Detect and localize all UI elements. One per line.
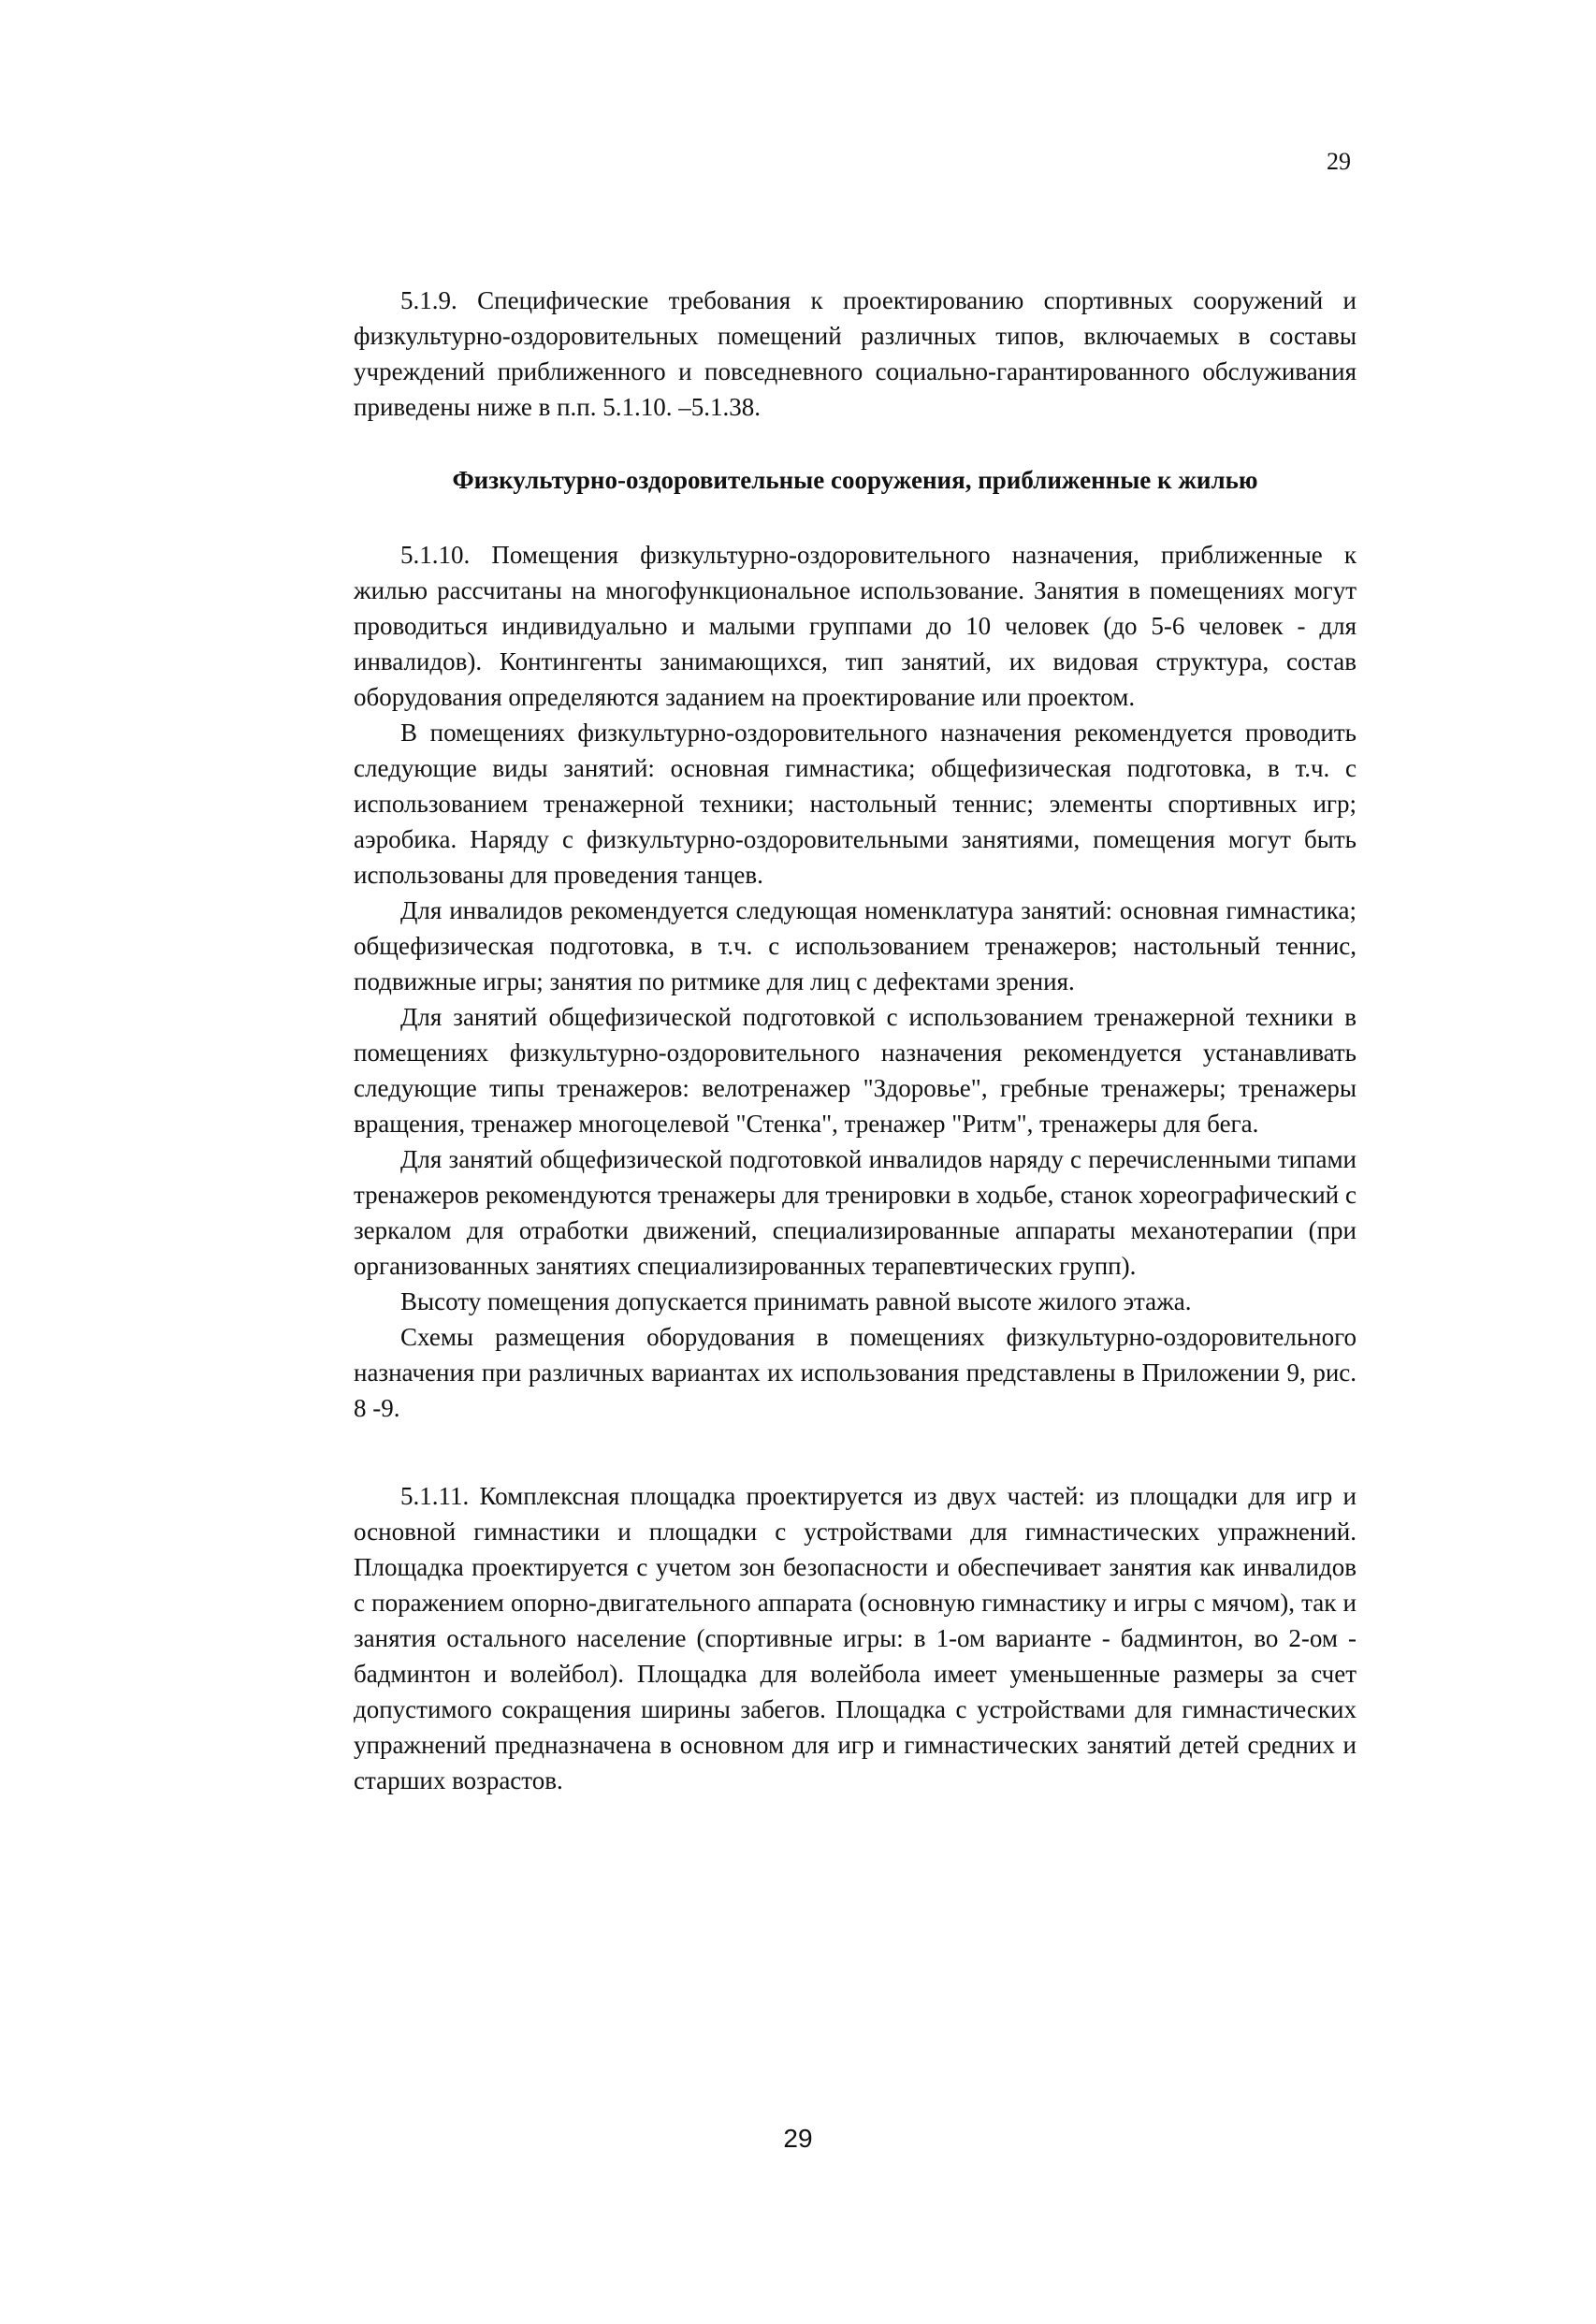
paragraph-5-1-10: 5.1.10. Помещения физкультурно-оздоровительного назначения, приближенные к жилью рассчитаны на многофункциональное использование. Занятия в помещениях могут проводиться индивидуально и малыми группами до 10 человек (до 5-6 человек - для инвалидов). Контингенты занимающихся, тип занятий, их видовая структура, состав оборудования определяются заданием на проектирование или проектом. <box>354 541 1357 711</box>
paragraph-equipment-schemes: Схемы размещения оборудования в помещениях физкультурно-оздоровительного назначения при различных вариантах их использования представлены в Приложении 9, рис. 8 -9. <box>354 1323 1357 1422</box>
subheading-fitness-facilities: Физкультурно-оздоровительные сооружения, приближенные к жилью <box>452 466 1258 494</box>
paragraph-5-1-9: 5.1.9. Специфические требования к проектированию спортивных сооружений и физкультурно-оздоровительных помещений различных типов, включаемых в составы учреждений приближенного и повседневного социально-гарантированного обслуживания приведены ниже в п.п. 5.1.10. –5.1.38. <box>354 286 1357 421</box>
page-number-top: 29 <box>1327 148 1351 175</box>
section-5-1-10 <box>354 537 1357 1426</box>
paragraph-trainer-types: Для занятий общефизической подготовкой с использованием тренажерной техники в помещениях физкультурно-оздоровительного назначения рекомендуется устанавливать следующие типы тренажеров: велотренажер "Здоровье", гребные тренажеры; тренажеры вращения, тренажер многоцелевой "Стенка", тренажер "Ритм", тренажеры для бега. <box>354 1003 1357 1138</box>
document-body <box>354 283 1357 1798</box>
paragraph-5-1-11: 5.1.11. Комплексная площадка проектируется из двух частей: из площадки для игр и основной гимнастики и площадки с устройствами для гимнастических упражнений. Площадка проектируется с учетом зон безопасности и обеспечивает занятия как инвалидов с поражением опорно-двигательного аппарата (основную гимнастику и игры с мячом), так и занятия остального население (спортивные игры: в 1-ом варианте - бадминтон, во 2-ом - бадминтон и волейбол). Площадка для волейбола имеет уменьшенные размеры за счет допустимого сокращения ширины забегов. Площадка с устройствами для гимнастических упражнений предназначена в основном для игр и гимнастических занятий детей средних и старших возрастов. <box>354 1482 1357 1794</box>
paragraph-activity-types: В помещениях физкультурно-оздоровительного назначения рекомендуется проводить следующие виды занятий: основная гимнастика; общефизическая подготовка, в т.ч. с использованием тренажерной техники; настольный теннис; элементы спортивных игр; аэробика. Наряду с физкультурно-оздоровительными занятиями, помещения могут быть использованы для проведения танцев. <box>354 719 1357 889</box>
paragraph-disabled-activities: Для инвалидов рекомендуется следующая номенклатура занятий: основная гимнастика; общефизическая подготовка, в т.ч. с использованием тренажеров; настольный теннис, подвижные игры; занятия по ритмике для лиц с дефектами зрения. <box>354 896 1357 995</box>
section-5-1-9 <box>354 283 1357 425</box>
section-5-1-11 <box>354 1478 1357 1798</box>
page-number-bottom: 29 <box>783 2124 813 2153</box>
paragraph-room-height: Высоту помещения допускается принимать равной высоте жилого этажа. <box>400 1287 1192 1315</box>
paragraph-disabled-trainers: Для занятий общефизической подготовкой инвалидов наряду с перечисленными типами тренажеров рекомендуются тренажеры для тренировки в ходьбе, станок хореографический с зеркалом для отработки движений, специализированные аппараты механотерапии (при организованных занятиях специализированных терапевтических групп). <box>354 1145 1357 1280</box>
